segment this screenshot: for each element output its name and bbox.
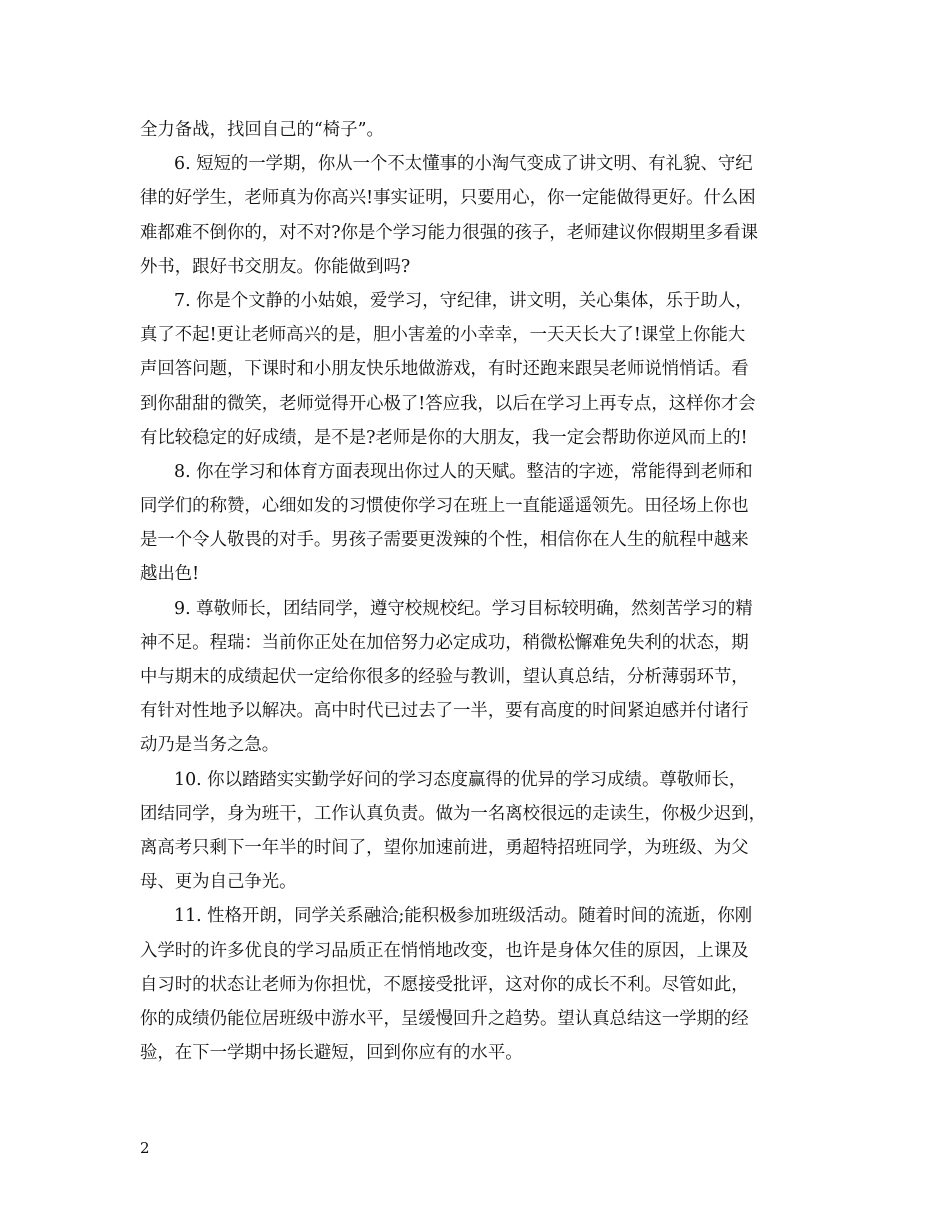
text-line: 真了不起!更让老师高兴的是，胆小害羞的小幸幸，一天天长大了!课堂上你能大 xyxy=(140,325,746,346)
text-line: 母、更为自己争光。 xyxy=(140,872,297,893)
text-line: 8. 你在学习和体育方面表现出你过人的天赋。整洁的字迹，常能得到老师和 xyxy=(174,461,753,482)
text-line: 9. 尊敬师长，团结同学，遵守校规校纪。学习目标较明确，然刻苦学习的精 xyxy=(174,598,753,619)
text-line: 是一个令人敬畏的对手。男孩子需要更泼辣的个性，相信你在人生的航程中越来 xyxy=(140,530,749,551)
text-line: 全力备战，找回自己的“椅子”。 xyxy=(140,120,384,140)
text-line: 中与期末的成绩起伏一定给你很多的经验与教训，望认真总结，分析薄弱环节， xyxy=(140,667,749,687)
text-line: 团结同学，身为班干，工作认真负责。做为一名离校很远的走读生，你极少迟到， xyxy=(140,803,767,824)
text-line: 自习时的状态让老师为你担忧，不愿接受批评，这对你的成长不利。尽管如此， xyxy=(140,974,749,995)
text-line: 律的好学生，老师真为你高兴!事实证明，只要用心，你一定能做得更好。什么困 xyxy=(140,188,756,209)
text-line: 10. 你以踏踏实实勤学好问的学习态度赢得的优异的学习成绩。尊敬师长， xyxy=(174,769,747,790)
text-line: 声回答问题，下课时和小朋友快乐地做游戏，有时还跑来跟吴老师说悄悄话。看 xyxy=(140,359,749,380)
text-line: 越出色! xyxy=(140,564,200,585)
text-line: 难都难不倒你的，对不对?你是个学习能力很强的孩子，老师建议你假期里多看课 xyxy=(140,222,758,243)
text-line: 有比较稳定的好成绩，是不是?老师是你的大朋友，我一定会帮助你逆风而上的! xyxy=(140,427,748,448)
text-line: 外书，跟好书交朋友。你能做到吗? xyxy=(140,256,411,277)
text-line: 到你甜甜的微笑，老师觉得开心极了!答应我，以后在学习上再专点，这样你才会 xyxy=(140,393,756,414)
text-line: 你的成绩仍能位居班级中游水平，呈缓慢回升之趋势。望认真总结这一学期的经 xyxy=(140,1008,749,1029)
text-line: 11. 性格开朗，同学关系融洽;能积极参加班级活动。随着时间的流逝，你刚 xyxy=(174,906,753,927)
text-line: 有针对性地予以解决。高中时代已过去了一半，要有高度的时间紧迫感并付诸行 xyxy=(140,701,749,722)
text-line: 离高考只剩下一年半的时间了，望你加速前进，勇超特招班同学，为班级、为父 xyxy=(140,837,749,858)
text-line: 6. 短短的一学期，你从一个不太懂事的小淘气变成了讲文明、有礼貌、守纪 xyxy=(174,154,753,175)
text-line: 神不足。程瑞：当前你正处在加倍努力必定成功，稍微松懈难免失利的状态，期 xyxy=(140,632,749,653)
page-number: 2 xyxy=(140,1139,150,1157)
text-line: 同学们的称赞，心细如发的习惯使你学习在班上一直能遥遥领先。田径场上你也 xyxy=(140,496,749,517)
text-line: 入学时的许多优良的学习品质正在悄悄地改变，也许是身体欠佳的原因，上课及 xyxy=(140,940,749,961)
text-line: 7. 你是个文静的小姑娘，爱学习，守纪律，讲文明，关心集体，乐于助人， xyxy=(174,290,753,311)
text-line: 验，在下一学期中扬长避短，回到你应有的水平。 xyxy=(140,1043,523,1064)
text-line: 动乃是当务之急。 xyxy=(140,735,280,756)
document-body xyxy=(140,113,820,1070)
